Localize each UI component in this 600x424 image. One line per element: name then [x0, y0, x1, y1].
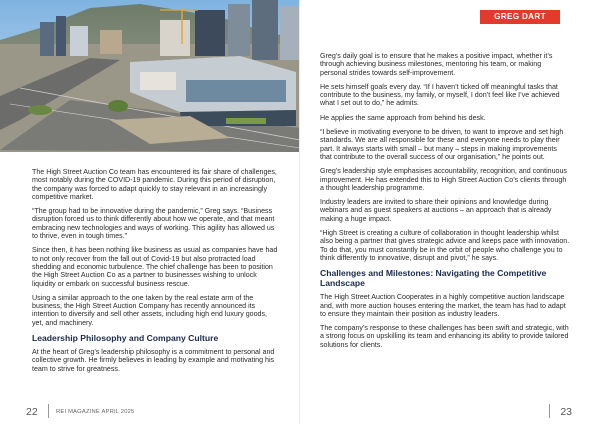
paragraph: Greg’s leadership style emphasises accountability, recognition, and continuous improvement. He has extended this to High Street Auction Co’s clients through a thought leadership programme.	[320, 167, 567, 192]
paragraph: “High Street is creating a culture of collaboration in thought leadership whilst also being a partner that gives strategic advice and keeps pace with innovation. To do that, you must constantly be in the orbit of people who challenge you to think differently to innovative, disrupt and pivot,” he says.	[320, 229, 570, 262]
paragraph: He sets himself goals every day. “If I haven’t ticked off meaningful tasks that contribute to the business, my family, or myself, I don’t feel like I’ve achieved what I set out to do,” he admits.	[320, 82, 560, 108]
paragraph: The High Street Auction Co team has encountered its fair share of challenges, most notably during the COVID-19 pandemic. During this period of disruption, the company was forced to adapt quickly to stay relevant in an increasingly competitive market.	[32, 168, 277, 201]
folio-divider	[48, 404, 49, 418]
paragraph: Industry leaders are invited to share their opinions and knowledge during webinars and as guest speakers at auctions – an approach that is already making a huge impact.	[320, 198, 552, 223]
paragraph: Using a similar approach to the one taken by the real estate arm of the business, the High Street Auction Company has recently announced its intention to diversify and sell other assets, including high end luxury goods, yet, and machinery.	[32, 293, 268, 327]
cityscape-photo	[0, 0, 300, 152]
section-heading: Challenges and Milestones: Navigating the Competitive Landscape	[320, 268, 547, 289]
paragraph: “The group had to be innovative during the pandemic,” Greg says. “Business disruption forced us to think differently about how we operate, and that meant embracing new technologies and ways of working. This agility has allowed us to thrive, even in tough times.”	[32, 207, 275, 241]
right-body-text	[320, 52, 570, 355]
left-body-text	[32, 168, 280, 379]
paragraph: Greg’s daily goal is to ensure that he makes a positive impact, whether it’s through achieving business milestones, mentoring his team, or making personal strides towards self-improvement.	[320, 52, 553, 77]
paragraph: Since then, it has been nothing like business as usual as companies have had to not only recover from the fall out of Covid-19 but also protracted load shedding and economic turbulence. The chief challenge has been to position the High Street Auction Co as a partner to businesses wishing to unlock liquidity or embark on successful business rescue.	[32, 246, 278, 288]
paragraph: “I believe in motivating everyone to be driven, to want to improve and set high standards. We are all responsible for these and everyone needs to play their part. It always starts with small – but many – steps in making improvements that contribute to the overall success of our organisation,” he points out.	[320, 128, 564, 161]
paragraph: At the heart of Greg’s leadership philosophy is a commitment to personal and collective growth. He firmly believes in leading by example and motivating his team to strive for greatness.	[32, 348, 275, 373]
section-heading: Leadership Philosophy and Company Culture	[32, 333, 219, 344]
right-page	[300, 0, 600, 424]
paragraph: He applies the same approach from behind his desk.	[320, 113, 486, 122]
page-number-right: 23	[560, 406, 572, 418]
folio-divider	[549, 404, 550, 418]
paragraph: The High Street Auction Cooperates in a highly competitive auction landscape and, with more auction houses entering the market, the team has had to adapt to ensure they maintain their position as industry leaders.	[320, 293, 566, 318]
page-number-left: 22	[26, 406, 38, 418]
author-badge: GREG DART	[480, 10, 560, 24]
paragraph: The company’s response to these challenges has been swift and strategic, with a strong focus on upskilling its team and enhancing its ability to provide tailored solutions for clients.	[320, 324, 569, 349]
magazine-footer: REI MAGAZINE APRIL 2025	[56, 409, 135, 415]
